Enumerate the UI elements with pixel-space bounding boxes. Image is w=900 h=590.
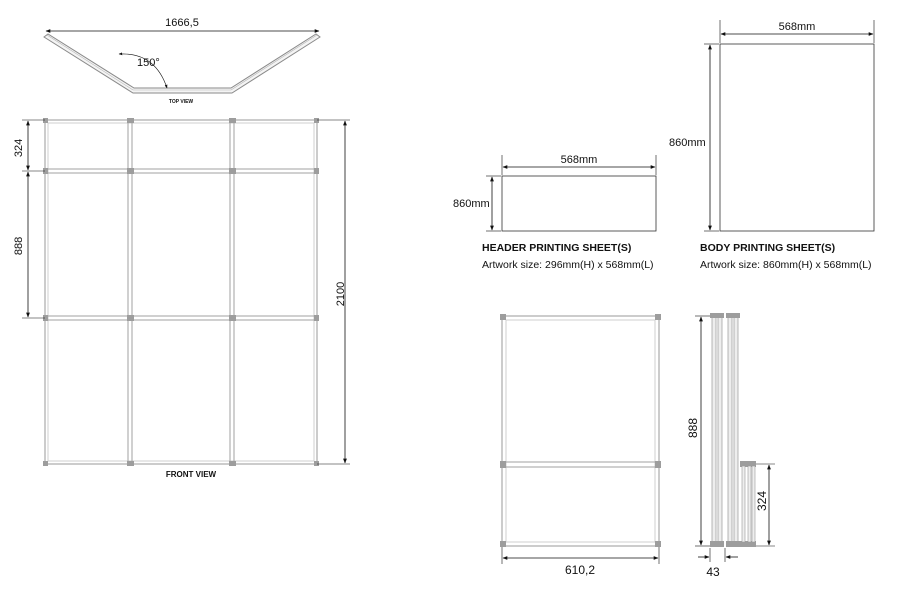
top-view: [44, 17, 320, 105]
panel-header-height-label: 324: [755, 490, 769, 512]
header-sheet-artwork-size: Artwork size: 296mm(H) x 568mm(L): [482, 259, 654, 271]
header-sheet-width-label: 568mm: [560, 154, 598, 166]
front-body-height-label: 888: [13, 236, 25, 256]
header-sheet-drawing: [453, 154, 656, 271]
angle-label: 150°: [137, 57, 160, 69]
front-view-caption: FRONT VIEW: [165, 470, 217, 479]
body-sheet-title: BODY PRINTING SHEET(S): [700, 242, 836, 254]
header-sheet-height-label: 860mm: [453, 198, 490, 210]
top-width-label: 1666,5: [165, 17, 199, 29]
panel-width-label: 610,2: [564, 563, 596, 577]
panel-depth-label: 43: [706, 565, 720, 579]
panel-detail-frame: [502, 316, 659, 546]
body-sheet-artwork-size: Artwork size: 860mm(H) x 568mm(L): [700, 259, 872, 271]
front-total-height-label: 2100: [335, 281, 347, 307]
body-sheet-drawing: [669, 20, 874, 271]
front-header-height-label: 324: [13, 138, 25, 158]
header-sheet-title: HEADER PRINTING SHEET(S): [482, 242, 632, 254]
top-view-panel-shape: [44, 34, 320, 93]
header-sheet-rect: [502, 176, 656, 231]
panel-detail-side: [686, 313, 775, 579]
front-view-outer-frame: [45, 120, 317, 464]
panel-height-label: 888: [686, 417, 700, 439]
body-sheet-width-label: 568mm: [778, 21, 816, 33]
top-view-caption: TOP VIEW: [168, 99, 194, 105]
body-sheet-rect: [720, 44, 874, 231]
body-sheet-height-label: 860mm: [669, 137, 706, 149]
panel-detail-front: [500, 314, 661, 577]
front-view: [13, 118, 350, 479]
